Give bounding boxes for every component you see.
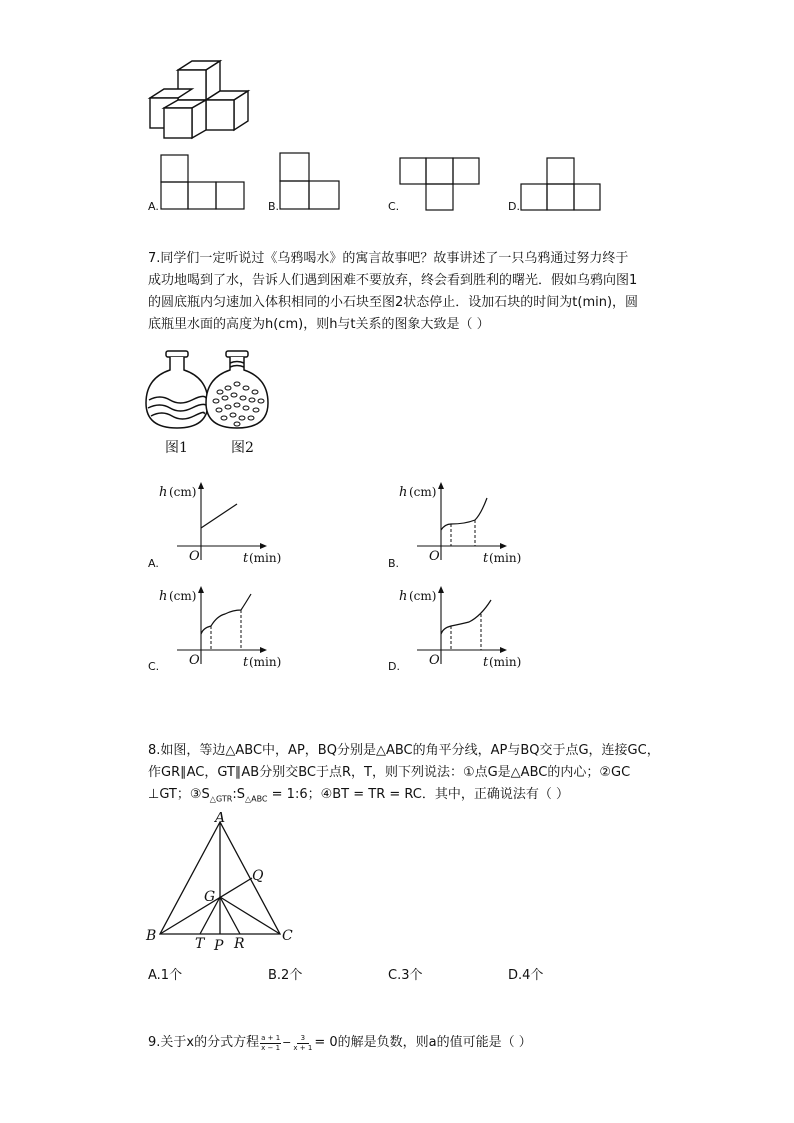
q9-fraction-1 xyxy=(260,1034,281,1053)
point-B: B xyxy=(146,928,157,944)
q7-option-c-label[interactable]: C. xyxy=(148,660,160,673)
q7-graph-a xyxy=(155,478,295,570)
q8-text-line-1: 8.如图，等边△ABC中，AP，BQ分别是△ABC的角平分线，AP与BQ交于点G，连接GC， xyxy=(148,743,660,758)
q7-text-line-3: 的圆底瓶内匀速加入体积相同的小石块至图2状态停止．设加石块的时间为t(min)，圆 xyxy=(148,295,639,310)
q9-frac1-denominator: x − 1 xyxy=(261,1043,281,1052)
q8-option-a[interactable]: A.1个 xyxy=(148,968,183,983)
flask-1 xyxy=(146,351,208,428)
q6-option-b-view xyxy=(279,152,341,210)
svg-text:(cm): (cm) xyxy=(169,485,197,499)
q7-option-a-label[interactable]: A. xyxy=(148,557,159,570)
q7-text-line-1: 7.同学们一定听说过《乌鸦喝水》的寓言故事吧？故事讲述了一只乌鸦通过努力终于 xyxy=(148,251,629,266)
q7-option-d-label[interactable]: D. xyxy=(388,660,400,673)
q7-text-line-4: 底瓶里水面的高度为h(cm)，则h与t关系的图象大致是（ ） xyxy=(148,317,490,332)
q9-suffix: = 0的解是负数，则a的值可能是（ ） xyxy=(314,1035,532,1050)
q8-option-d[interactable]: D.4个 xyxy=(508,968,544,983)
q9-text-line xyxy=(148,1032,532,1054)
q6-option-a-view xyxy=(160,154,246,210)
svg-text:O: O xyxy=(429,549,440,564)
svg-text:(cm): (cm) xyxy=(409,485,437,499)
q8-text-line-3 xyxy=(148,784,660,811)
q8-triangle-figure xyxy=(140,812,310,957)
q9-minus: − xyxy=(282,1036,292,1049)
svg-text:(min): (min) xyxy=(489,655,522,669)
svg-text:t: t xyxy=(483,655,489,670)
q7-text-line-2: 成功地喝到了水，告诉人们遇到困难不要放弃，终会看到胜利的曙光．假如乌鸦向图1 xyxy=(148,273,638,288)
q6-option-d-view xyxy=(520,157,602,211)
q6-option-c-label[interactable]: C. xyxy=(388,200,400,213)
q6-option-d-label[interactable]: D. xyxy=(508,200,520,213)
svg-text:(min): (min) xyxy=(249,655,282,669)
svg-text:t: t xyxy=(243,655,249,670)
point-P: P xyxy=(214,938,224,954)
q9-frac1-numerator: a + 1 xyxy=(261,1033,281,1042)
q6-option-b-label[interactable]: B. xyxy=(268,200,280,213)
q8-option-c[interactable]: C.3个 xyxy=(388,968,423,983)
svg-text:(min): (min) xyxy=(489,551,522,565)
fig2-label: 图2 xyxy=(231,440,254,456)
q8-line3-sub-abc: △ABC xyxy=(244,794,268,804)
q9-fraction-2 xyxy=(293,1034,312,1053)
svg-text:(cm): (cm) xyxy=(409,589,437,603)
point-T: T xyxy=(195,936,205,952)
point-G: G xyxy=(204,889,216,905)
q6-option-a-label[interactable]: A. xyxy=(148,200,159,213)
q7-option-b-label[interactable]: B. xyxy=(388,557,400,570)
flask-2 xyxy=(206,351,268,428)
svg-text:h: h xyxy=(159,485,168,500)
q8-text-line-2: 作GR∥AC，GT∥AB分别交BC于点R，T，则下列说法：①点G是△ABC的内心；②GC xyxy=(148,765,631,780)
q6-option-c-view xyxy=(399,157,481,211)
svg-text:h: h xyxy=(399,485,408,500)
q8-line3-part-a: ⊥GT；③S xyxy=(148,787,210,802)
svg-text:t: t xyxy=(243,551,249,566)
q7-graph-c xyxy=(155,582,295,674)
q7-graph-b xyxy=(395,478,535,570)
svg-text:h: h xyxy=(159,589,168,604)
q8-line3-part-c: = 1:6；④BT = TR = RC．其中，正确说法有（ ） xyxy=(267,787,569,802)
q9-frac2-denominator: x + 1 xyxy=(293,1043,313,1052)
flask-figures xyxy=(140,348,280,458)
point-C: C xyxy=(282,928,293,944)
fig1-label: 图1 xyxy=(165,440,188,456)
svg-text:O: O xyxy=(189,653,200,668)
q8-line3-part-b: :S xyxy=(232,787,245,802)
point-R: R xyxy=(234,936,245,952)
q8-option-b[interactable]: B.2个 xyxy=(268,968,303,983)
cube-stack-figure xyxy=(140,58,260,148)
svg-text:O: O xyxy=(189,549,200,564)
q8-line3-sub-gtr: △GTR xyxy=(209,794,233,804)
point-A: A xyxy=(215,812,226,826)
point-Q: Q xyxy=(252,868,264,884)
svg-text:O: O xyxy=(429,653,440,668)
svg-text:(cm): (cm) xyxy=(169,589,197,603)
q9-frac2-numerator: 3 xyxy=(297,1034,309,1044)
svg-text:(min): (min) xyxy=(249,551,282,565)
q7-graph-d xyxy=(395,582,535,674)
svg-text:t: t xyxy=(483,551,489,566)
svg-text:h: h xyxy=(399,589,408,604)
q9-prefix: 9.关于x的分式方程 xyxy=(148,1035,260,1050)
